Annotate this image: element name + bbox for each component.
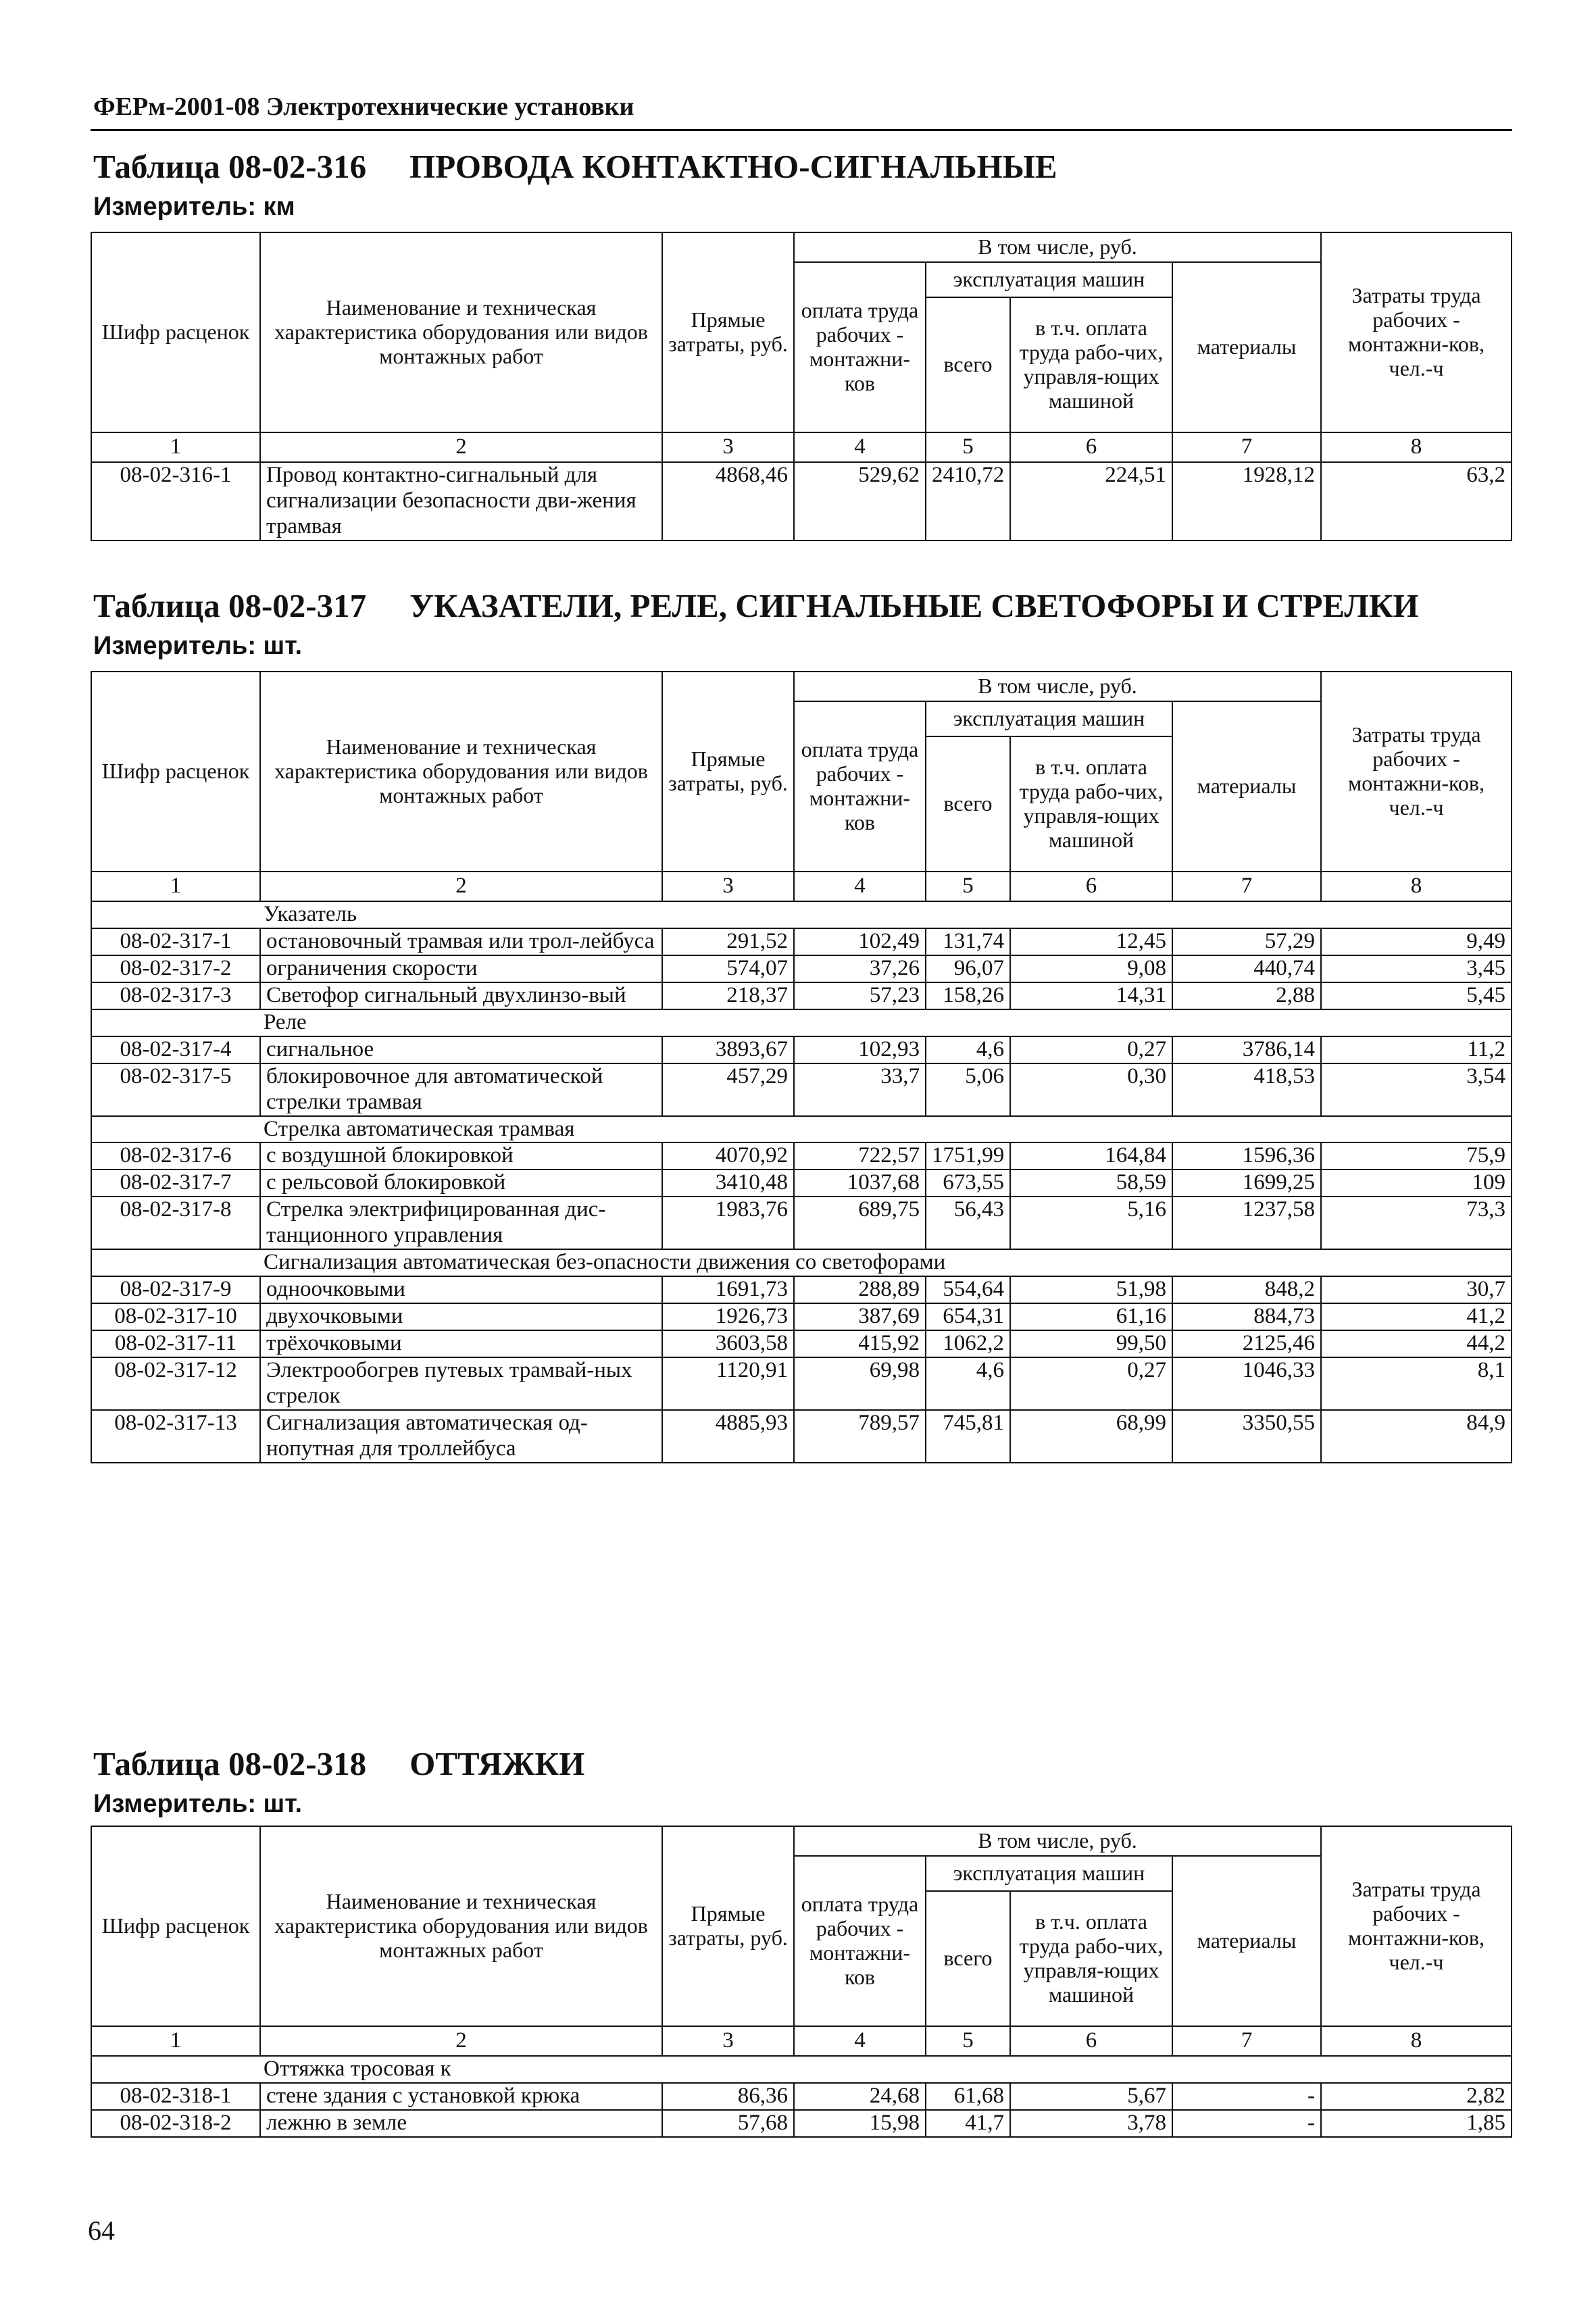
machine-costs: 158,26 bbox=[926, 982, 1010, 1009]
work-name: ограничения скорости bbox=[260, 955, 662, 982]
work-name: сигнальное bbox=[260, 1036, 662, 1063]
rate-code: 08-02-317-4 bbox=[91, 1036, 260, 1063]
labor-hours: 1,85 bbox=[1321, 2110, 1512, 2137]
table-row bbox=[91, 1063, 1512, 1116]
machine-operator-wages: 68,99 bbox=[1010, 1410, 1172, 1463]
col-header-name: Наименование и техническая характеристика оборудования или видов монтажных работ bbox=[260, 672, 662, 872]
direct-costs: 1926,73 bbox=[662, 1303, 794, 1330]
machine-costs: 56,43 bbox=[926, 1197, 1010, 1249]
worker-wages: 15,98 bbox=[794, 2110, 926, 2137]
col-header-labor: Затраты труда рабочих - монтажни-ков, чел.-ч bbox=[1321, 672, 1512, 872]
machine-costs: 96,07 bbox=[926, 955, 1010, 982]
machine-costs: 654,31 bbox=[926, 1303, 1010, 1330]
worker-wages: 689,75 bbox=[794, 1197, 926, 1249]
materials-cost: 3786,14 bbox=[1172, 1036, 1321, 1063]
labor-hours: 73,3 bbox=[1321, 1197, 1512, 1249]
table-number: Таблица 08-02-317 bbox=[93, 587, 367, 624]
machine-costs: 673,55 bbox=[926, 1169, 1010, 1197]
col-header-wages: оплата труда рабочих - монтажни-ков bbox=[794, 262, 926, 432]
machine-operator-wages: 9,08 bbox=[1010, 955, 1172, 982]
col-header-labor: Затраты труда рабочих - монтажни-ков, чел.-ч bbox=[1321, 1826, 1512, 2026]
col-header-direct-costs: Прямые затраты, руб. bbox=[662, 232, 794, 432]
materials-cost: - bbox=[1172, 2083, 1321, 2110]
worker-wages: 387,69 bbox=[794, 1303, 926, 1330]
col-header-including: В том числе, руб. bbox=[794, 232, 1321, 262]
labor-hours: 109 bbox=[1321, 1169, 1512, 1197]
table-row bbox=[91, 2083, 1512, 2110]
machine-operator-wages: 5,67 bbox=[1010, 2083, 1172, 2110]
table-row bbox=[91, 982, 1512, 1009]
labor-hours: 84,9 bbox=[1321, 1410, 1512, 1463]
machine-costs: 745,81 bbox=[926, 1410, 1010, 1463]
work-name: трёхочковыми bbox=[260, 1330, 662, 1357]
direct-costs: 4070,92 bbox=[662, 1142, 794, 1169]
rate-code: 08-02-318-2 bbox=[91, 2110, 260, 2137]
work-name: лежню в земле bbox=[260, 2110, 662, 2137]
column-number-row bbox=[91, 2026, 1512, 2056]
materials-cost: 418,53 bbox=[1172, 1063, 1321, 1116]
rate-code: 08-02-317-12 bbox=[91, 1357, 260, 1410]
column-number: 7 bbox=[1172, 872, 1321, 901]
rate-code: 08-02-317-8 bbox=[91, 1197, 260, 1249]
rate-code: 08-02-316-1 bbox=[91, 462, 260, 540]
worker-wages: 415,92 bbox=[794, 1330, 926, 1357]
work-name: двухочковыми bbox=[260, 1303, 662, 1330]
materials-cost: 884,73 bbox=[1172, 1303, 1321, 1330]
machine-costs: 41,7 bbox=[926, 2110, 1010, 2137]
machine-operator-wages: 61,16 bbox=[1010, 1303, 1172, 1330]
table-row bbox=[91, 1303, 1512, 1330]
col-header-code: Шифр расценок bbox=[91, 232, 260, 432]
machine-operator-wages: 99,50 bbox=[1010, 1330, 1172, 1357]
table-318-heading bbox=[93, 1747, 1512, 1817]
table-row bbox=[91, 1036, 1512, 1063]
column-number: 2 bbox=[260, 872, 662, 901]
table-row bbox=[91, 955, 1512, 982]
group-row bbox=[91, 1116, 1512, 1143]
direct-costs: 4885,93 bbox=[662, 1410, 794, 1463]
machine-costs: 4,6 bbox=[926, 1036, 1010, 1063]
measure-unit: Измеритель: шт. bbox=[93, 632, 303, 660]
col-header-wages: оплата труда рабочих - монтажни-ков bbox=[794, 1856, 926, 2026]
col-header-machines-total: всего bbox=[926, 297, 1010, 432]
work-name: с рельсовой блокировкой bbox=[260, 1169, 662, 1197]
direct-costs: 3410,48 bbox=[662, 1169, 794, 1197]
group-label: Оттяжка тросовая к bbox=[91, 2056, 1512, 2083]
col-header-labor: Затраты труда рабочих - монтажни-ков, чел.-ч bbox=[1321, 232, 1512, 432]
column-number-row bbox=[91, 872, 1512, 901]
labor-hours: 41,2 bbox=[1321, 1303, 1512, 1330]
col-header-machines: эксплуатация машин bbox=[926, 262, 1172, 297]
labor-hours: 63,2 bbox=[1321, 462, 1512, 540]
materials-cost: 57,29 bbox=[1172, 928, 1321, 955]
column-number: 5 bbox=[926, 432, 1010, 462]
col-header-machines-total: всего bbox=[926, 1891, 1010, 2026]
col-header-code: Шифр расценок bbox=[91, 672, 260, 872]
column-number: 1 bbox=[91, 432, 260, 462]
direct-costs: 218,37 bbox=[662, 982, 794, 1009]
table-name: УКАЗАТЕЛИ, РЕЛЕ, СИГНАЛЬНЫЕ СВЕТОФОРЫ И СТРЕЛКИ bbox=[409, 587, 1419, 624]
column-number: 4 bbox=[794, 872, 926, 901]
labor-hours: 3,54 bbox=[1321, 1063, 1512, 1116]
labor-hours: 30,7 bbox=[1321, 1276, 1512, 1303]
direct-costs: 1691,73 bbox=[662, 1276, 794, 1303]
work-name: стене здания с установкой крюка bbox=[260, 2083, 662, 2110]
price-table-316 bbox=[91, 232, 1512, 541]
column-number: 2 bbox=[260, 2026, 662, 2056]
table-row bbox=[91, 1357, 1512, 1410]
header-row bbox=[91, 1826, 1512, 1856]
work-name: одноочковыми bbox=[260, 1276, 662, 1303]
rate-code: 08-02-317-3 bbox=[91, 982, 260, 1009]
table-317-heading bbox=[93, 589, 1512, 659]
col-header-materials: материалы bbox=[1172, 701, 1321, 872]
labor-hours: 8,1 bbox=[1321, 1357, 1512, 1410]
direct-costs: 574,07 bbox=[662, 955, 794, 982]
worker-wages: 57,23 bbox=[794, 982, 926, 1009]
machine-operator-wages: 0,30 bbox=[1010, 1063, 1172, 1116]
materials-cost: 1596,36 bbox=[1172, 1142, 1321, 1169]
worker-wages: 24,68 bbox=[794, 2083, 926, 2110]
table-title bbox=[93, 1747, 1512, 1780]
header-rule bbox=[91, 129, 1512, 131]
column-number: 4 bbox=[794, 432, 926, 462]
table-name: ПРОВОДА КОНТАКТНО-СИГНАЛЬНЫЕ bbox=[409, 148, 1057, 185]
column-number: 3 bbox=[662, 2026, 794, 2056]
table-row bbox=[91, 1330, 1512, 1357]
table-title bbox=[93, 150, 1512, 183]
labor-hours: 5,45 bbox=[1321, 982, 1512, 1009]
col-header-machines-total: всего bbox=[926, 736, 1010, 872]
running-header: ФЕРм-2001-08 Электротехнические установки bbox=[93, 93, 634, 121]
col-header-name: Наименование и техническая характеристика оборудования или видов монтажных работ bbox=[260, 232, 662, 432]
col-header-including: В том числе, руб. bbox=[794, 1826, 1321, 1856]
table-row bbox=[91, 2110, 1512, 2137]
table-316-heading bbox=[93, 150, 1512, 220]
col-header-wages: оплата труда рабочих - монтажни-ков bbox=[794, 701, 926, 872]
worker-wages: 288,89 bbox=[794, 1276, 926, 1303]
machine-costs: 5,06 bbox=[926, 1063, 1010, 1116]
machine-operator-wages: 0,27 bbox=[1010, 1357, 1172, 1410]
column-number: 5 bbox=[926, 872, 1010, 901]
col-header-direct-costs: Прямые затраты, руб. bbox=[662, 672, 794, 872]
work-name: блокировочное для автоматической стрелки трамвая bbox=[260, 1063, 662, 1116]
machine-operator-wages: 58,59 bbox=[1010, 1169, 1172, 1197]
column-number: 8 bbox=[1321, 2026, 1512, 2056]
labor-hours: 11,2 bbox=[1321, 1036, 1512, 1063]
work-name: Светофор сигнальный двухлинзо-вый bbox=[260, 982, 662, 1009]
col-header-name: Наименование и техническая характеристика оборудования или видов монтажных работ bbox=[260, 1826, 662, 2026]
machine-operator-wages: 224,51 bbox=[1010, 462, 1172, 540]
group-label: Указатель bbox=[91, 901, 1512, 928]
materials-cost: 2125,46 bbox=[1172, 1330, 1321, 1357]
table-row bbox=[91, 1197, 1512, 1249]
materials-cost: 1699,25 bbox=[1172, 1169, 1321, 1197]
column-number: 6 bbox=[1010, 2026, 1172, 2056]
table-number: Таблица 08-02-318 bbox=[93, 1745, 367, 1782]
column-number: 4 bbox=[794, 2026, 926, 2056]
labor-hours: 75,9 bbox=[1321, 1142, 1512, 1169]
direct-costs: 3603,58 bbox=[662, 1330, 794, 1357]
worker-wages: 1037,68 bbox=[794, 1169, 926, 1197]
materials-cost: 1046,33 bbox=[1172, 1357, 1321, 1410]
rate-code: 08-02-318-1 bbox=[91, 2083, 260, 2110]
machine-costs: 554,64 bbox=[926, 1276, 1010, 1303]
machine-operator-wages: 14,31 bbox=[1010, 982, 1172, 1009]
table-row bbox=[91, 1410, 1512, 1463]
work-name: остановочный трамвая или трол-лейбуса bbox=[260, 928, 662, 955]
machine-operator-wages: 51,98 bbox=[1010, 1276, 1172, 1303]
direct-costs: 86,36 bbox=[662, 2083, 794, 2110]
col-header-machines: эксплуатация машин bbox=[926, 1856, 1172, 1891]
table-row bbox=[91, 928, 1512, 955]
header-row bbox=[91, 232, 1512, 262]
machine-costs: 131,74 bbox=[926, 928, 1010, 955]
group-label: Реле bbox=[91, 1009, 1512, 1036]
group-row bbox=[91, 1009, 1512, 1036]
column-number: 2 bbox=[260, 432, 662, 462]
rate-code: 08-02-317-11 bbox=[91, 1330, 260, 1357]
column-number: 8 bbox=[1321, 432, 1512, 462]
col-header-machine-drivers: в т.ч. оплата труда рабо-чих, управля-ющих машиной bbox=[1010, 736, 1172, 872]
table-row bbox=[91, 462, 1512, 540]
table-name: ОТТЯЖКИ bbox=[409, 1745, 585, 1782]
column-number: 3 bbox=[662, 872, 794, 901]
machine-costs: 4,6 bbox=[926, 1357, 1010, 1410]
column-number-row bbox=[91, 432, 1512, 462]
machine-operator-wages: 3,78 bbox=[1010, 2110, 1172, 2137]
machine-operator-wages: 12,45 bbox=[1010, 928, 1172, 955]
worker-wages: 102,49 bbox=[794, 928, 926, 955]
direct-costs: 4868,46 bbox=[662, 462, 794, 540]
direct-costs: 1120,91 bbox=[662, 1357, 794, 1410]
work-name: с воздушной блокировкой bbox=[260, 1142, 662, 1169]
worker-wages: 722,57 bbox=[794, 1142, 926, 1169]
rate-code: 08-02-317-6 bbox=[91, 1142, 260, 1169]
table-number: Таблица 08-02-316 bbox=[93, 148, 367, 185]
column-number: 8 bbox=[1321, 872, 1512, 901]
measure-unit: Измеритель: шт. bbox=[93, 1790, 303, 1818]
rate-code: 08-02-317-5 bbox=[91, 1063, 260, 1116]
table-row bbox=[91, 1142, 1512, 1169]
col-header-including: В том числе, руб. bbox=[794, 672, 1321, 701]
measure-unit: Измеритель: км bbox=[93, 193, 295, 221]
machine-operator-wages: 0,27 bbox=[1010, 1036, 1172, 1063]
materials-cost: 1237,58 bbox=[1172, 1197, 1321, 1249]
machine-costs: 1751,99 bbox=[926, 1142, 1010, 1169]
col-header-machine-drivers: в т.ч. оплата труда рабо-чих, управля-ющих машиной bbox=[1010, 1891, 1172, 2026]
machine-costs: 61,68 bbox=[926, 2083, 1010, 2110]
worker-wages: 789,57 bbox=[794, 1410, 926, 1463]
col-header-machine-drivers: в т.ч. оплата труда рабо-чих, управля-ющих машиной bbox=[1010, 297, 1172, 432]
rate-code: 08-02-317-13 bbox=[91, 1410, 260, 1463]
worker-wages: 37,26 bbox=[794, 955, 926, 982]
group-row bbox=[91, 1249, 1512, 1276]
direct-costs: 291,52 bbox=[662, 928, 794, 955]
table-title bbox=[93, 589, 1512, 622]
rate-code: 08-02-317-1 bbox=[91, 928, 260, 955]
worker-wages: 529,62 bbox=[794, 462, 926, 540]
direct-costs: 3893,67 bbox=[662, 1036, 794, 1063]
materials-cost: 440,74 bbox=[1172, 955, 1321, 982]
page-number: 64 bbox=[88, 2215, 115, 2246]
machine-costs: 1062,2 bbox=[926, 1330, 1010, 1357]
materials-cost: - bbox=[1172, 2110, 1321, 2137]
materials-cost: 2,88 bbox=[1172, 982, 1321, 1009]
column-number: 7 bbox=[1172, 432, 1321, 462]
rate-code: 08-02-317-7 bbox=[91, 1169, 260, 1197]
column-number: 7 bbox=[1172, 2026, 1321, 2056]
group-row bbox=[91, 901, 1512, 928]
table-row bbox=[91, 1276, 1512, 1303]
group-label: Сигнализация автоматическая без-опасности движения со светофорами bbox=[91, 1249, 1512, 1276]
group-label: Стрелка автоматическая трамвая bbox=[91, 1116, 1512, 1143]
col-header-direct-costs: Прямые затраты, руб. bbox=[662, 1826, 794, 2026]
col-header-machines: эксплуатация машин bbox=[926, 701, 1172, 736]
price-table-317 bbox=[91, 671, 1512, 1463]
labor-hours: 2,82 bbox=[1321, 2083, 1512, 2110]
work-name: Стрелка электрифицированная дис-танционного управления bbox=[260, 1197, 662, 1249]
rate-code: 08-02-317-10 bbox=[91, 1303, 260, 1330]
worker-wages: 33,7 bbox=[794, 1063, 926, 1116]
direct-costs: 57,68 bbox=[662, 2110, 794, 2137]
group-row bbox=[91, 2056, 1512, 2083]
col-header-code: Шифр расценок bbox=[91, 1826, 260, 2026]
price-table-318 bbox=[91, 1826, 1512, 2138]
work-name: Электрообогрев путевых трамвай-ных стрелок bbox=[260, 1357, 662, 1410]
column-number: 1 bbox=[91, 872, 260, 901]
materials-cost: 3350,55 bbox=[1172, 1410, 1321, 1463]
work-name: Сигнализация автоматическая од-нопутная для троллейбуса bbox=[260, 1410, 662, 1463]
labor-hours: 44,2 bbox=[1321, 1330, 1512, 1357]
machine-costs: 2410,72 bbox=[926, 462, 1010, 540]
column-number: 6 bbox=[1010, 872, 1172, 901]
column-number: 5 bbox=[926, 2026, 1010, 2056]
direct-costs: 457,29 bbox=[662, 1063, 794, 1116]
direct-costs: 1983,76 bbox=[662, 1197, 794, 1249]
machine-operator-wages: 164,84 bbox=[1010, 1142, 1172, 1169]
col-header-materials: материалы bbox=[1172, 262, 1321, 432]
materials-cost: 848,2 bbox=[1172, 1276, 1321, 1303]
work-name: Провод контактно-сигнальный для сигнализации безопасности дви-жения трамвая bbox=[260, 462, 662, 540]
materials-cost: 1928,12 bbox=[1172, 462, 1321, 540]
rate-code: 08-02-317-2 bbox=[91, 955, 260, 982]
header-row bbox=[91, 672, 1512, 701]
col-header-materials: материалы bbox=[1172, 1856, 1321, 2026]
machine-operator-wages: 5,16 bbox=[1010, 1197, 1172, 1249]
labor-hours: 9,49 bbox=[1321, 928, 1512, 955]
worker-wages: 102,93 bbox=[794, 1036, 926, 1063]
rate-code: 08-02-317-9 bbox=[91, 1276, 260, 1303]
labor-hours: 3,45 bbox=[1321, 955, 1512, 982]
column-number: 6 bbox=[1010, 432, 1172, 462]
worker-wages: 69,98 bbox=[794, 1357, 926, 1410]
table-row bbox=[91, 1169, 1512, 1197]
column-number: 1 bbox=[91, 2026, 260, 2056]
column-number: 3 bbox=[662, 432, 794, 462]
